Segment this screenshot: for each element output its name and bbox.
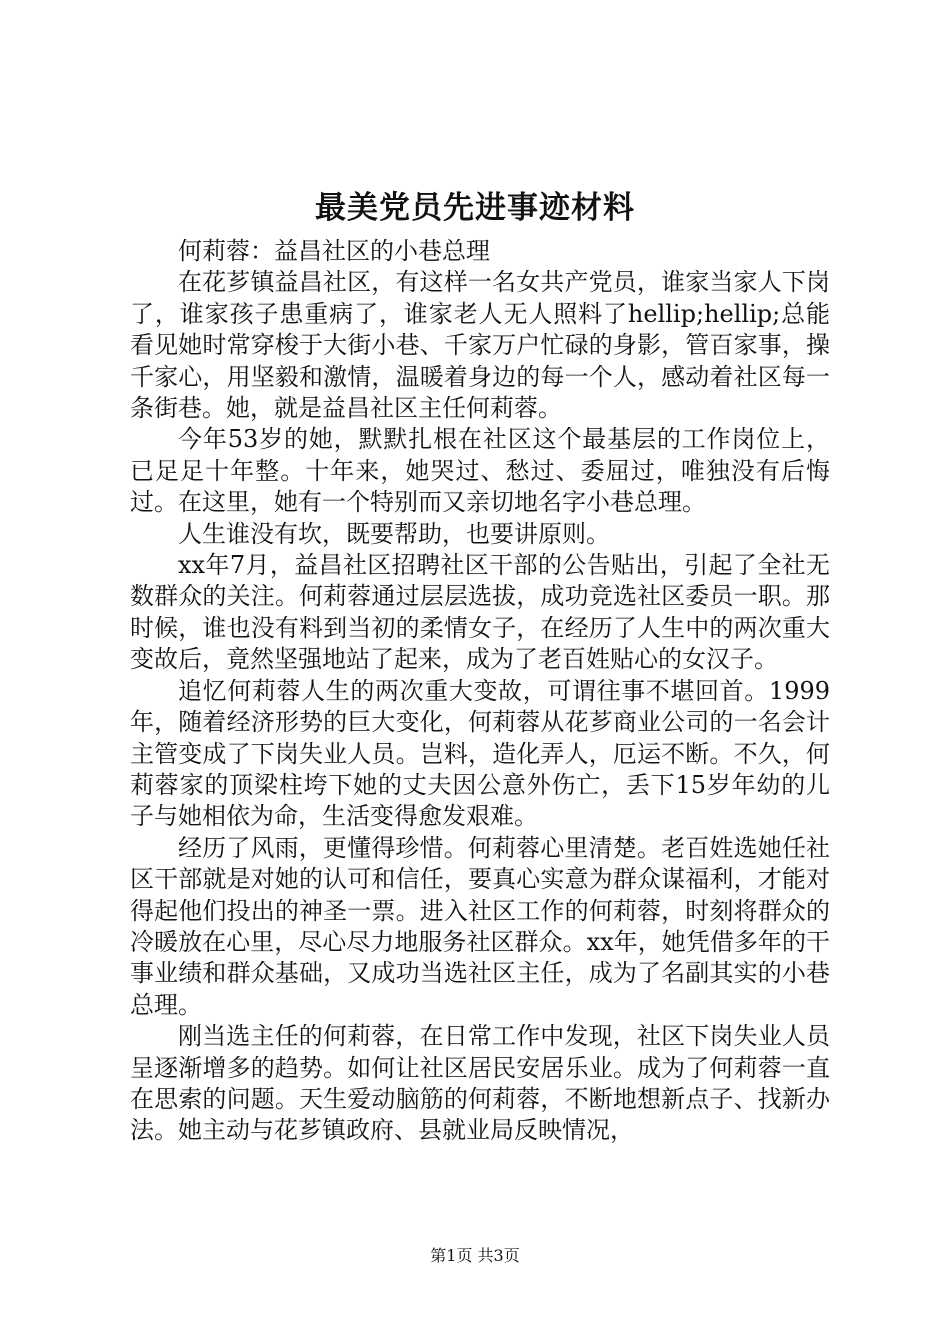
- paragraph: 今年53岁的她，默默扎根在社区这个最基层的工作岗位上，已足足十年整。十年来，她哭过、愁过、委屈过，唯独没有后悔过。在这里，她有一个特别而又亲切地名字小巷总理。: [130, 425, 830, 517]
- paragraph-subtitle: 何莉蓉：益昌社区的小巷总理: [178, 237, 490, 265]
- document-body: [130, 236, 830, 1147]
- paragraph: xx年7月，益昌社区招聘社区干部的公告贴出，引起了全社无数群众的关注。何莉蓉通过层层选拔，成功竞选社区委员一职。那时候，谁也没有料到当初的柔情女子，在经历了人生中的两次重大变故后，竟然坚强地站了起来，成为了老百姓贴心的女汉子。: [130, 551, 830, 674]
- page-number-footer: 第1页 共3页: [430, 1246, 520, 1265]
- paragraph: 人生谁没有坎，既要帮助，也要讲原则。: [178, 519, 610, 548]
- paragraph: 刚当选主任的何莉蓉，在日常工作中发现，社区下岗失业人员呈逐渐增多的趋势。如何让社区居民安居乐业。成为了何莉蓉一直在思索的问题。天生爱动脑筋的何莉蓉，不断地想新点子、找新办法。她主动与花芗镇政府、县就业局反映情况，: [130, 1022, 830, 1145]
- paragraph: 追忆何莉蓉人生的两次重大变故，可谓往事不堪回首。1999年，随着经济形势的巨大变化，何莉蓉从花芗商业公司的一名会计主管变成了下岗失业人员。岂料，造化弄人，厄运不断。不久，何莉蓉家的顶梁柱垮下她的丈夫因公意外伤亡，丢下15岁年幼的儿子与她相依为命，生活变得愈发艰难。: [130, 676, 830, 831]
- document-title: 最美党员先进事迹材料: [315, 190, 635, 226]
- paragraph: 在花芗镇益昌社区，有这样一名女共产党员，谁家当家人下岗了，谁家孩子患重病了，谁家老人无人照料了hellip;hellip;总能看见她时常穿梭于大街小巷、千家万户忙碌的身影，管百家事，操千家心，用坚毅和激情，温暖着身边的每一个人，感动着社区每一条街巷。她，就是益昌社区主任何莉蓉。: [130, 268, 830, 423]
- paragraph: 经历了风雨，更懂得珍惜。何莉蓉心里清楚。老百姓选她任社区干部就是对她的认可和信任，要真心实意为群众谋福利，才能对得起他们投出的神圣一票。进入社区工作的何莉蓉，时刻将群众的冷暖放在心里，尽心尽力地服务社区群众。xx年，她凭借多年的干事业绩和群众基础，又成功当选社区主任，成为了名副其实的小巷总理。: [130, 833, 830, 1019]
